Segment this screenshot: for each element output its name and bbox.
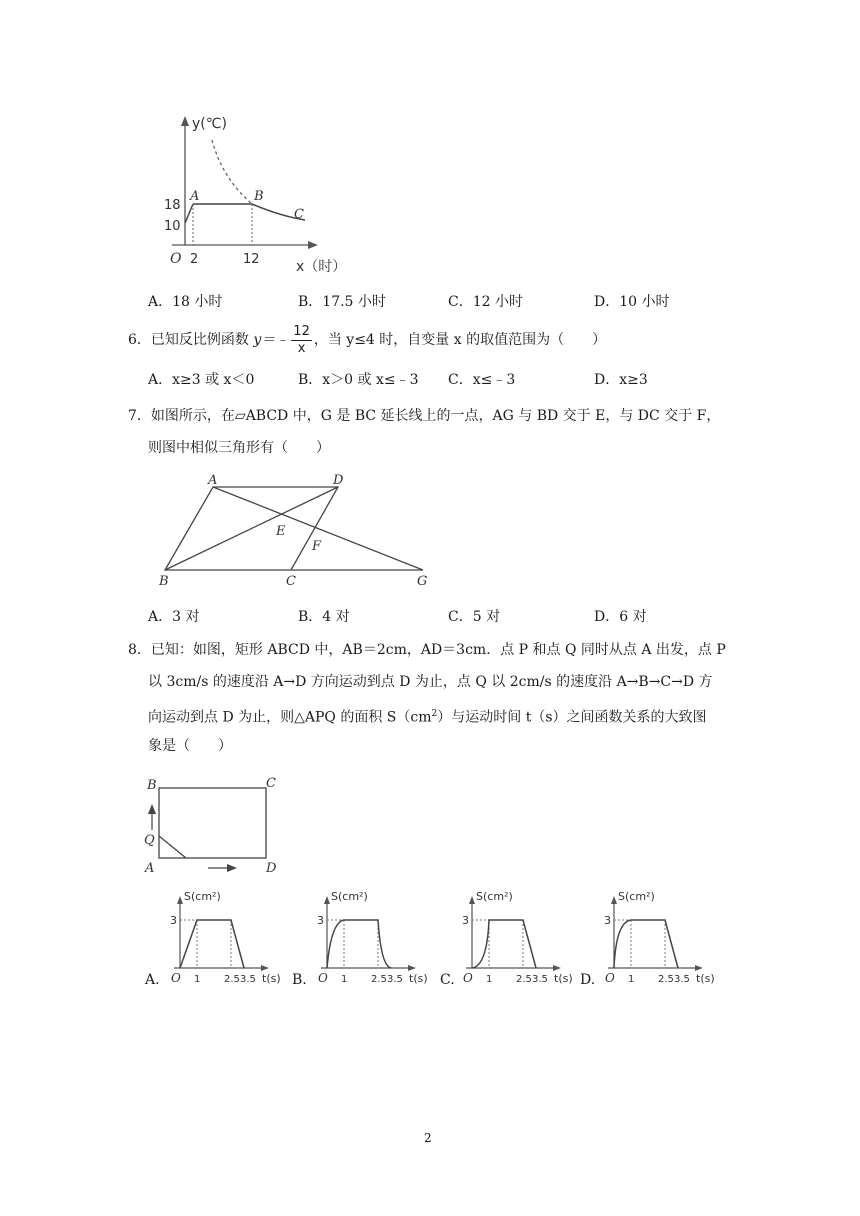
q8-line1: 已知：如图，矩形 ABCD 中，AB＝2cm，AD＝3cm．点 P 和点 Q 同时从点 A 出发，点 P — [150, 642, 726, 658]
q7-stem-line1 — [128, 406, 720, 426]
graph-x-tick-3-5: 3.5 — [674, 974, 690, 985]
q6-text-after: ，当 y≤4 时，自变量 x 的取值范围为（ ） — [313, 332, 607, 348]
graph-x-tick-3-5: 3.5 — [532, 974, 548, 985]
origin: O — [170, 251, 182, 267]
graph-x-tick-1: 1 — [486, 974, 493, 985]
q8-stem-line2: 以 3cm/s 的速度沿 A→D 方向运动到点 D 为止，点 Q 以 2cm/s 的速度沿 A→B→C→D 方 — [148, 674, 713, 690]
area-curve — [472, 920, 536, 968]
graph-s-label: S(cm²) — [331, 890, 368, 903]
q6-option-a: A．x≥3 或 x＜0 — [148, 372, 255, 388]
y-axis-label: y(℃) — [192, 116, 227, 132]
q6-y-eq: y＝﹣ — [253, 332, 290, 348]
graph-s-label: S(cm²) — [184, 890, 221, 903]
q7-option-b: B．4 对 — [298, 609, 350, 625]
graph-x-tick-3-5: 3.5 — [387, 974, 403, 985]
graph-s-label: S(cm²) — [618, 890, 655, 903]
y-axis-arrow-icon — [611, 896, 617, 904]
rect-label-a: A — [145, 861, 155, 876]
q6-text-before: 已知反比例函数 — [150, 332, 254, 348]
q7-option-c: C．5 对 — [448, 609, 501, 625]
x-axis-label: x（时） — [296, 259, 347, 275]
graph-t-label: t(s) — [554, 972, 573, 985]
area-curve — [327, 920, 391, 968]
point-b: B — [254, 189, 264, 204]
graph-s-label: S(cm²) — [476, 890, 513, 903]
graph-t-label: t(s) — [409, 972, 428, 985]
q5-option-b: B．17.5 小时 — [298, 294, 386, 310]
q7-stem-line2: 则图中相似三角形有（ ） — [148, 440, 330, 456]
label-b: B — [159, 574, 169, 589]
q7-number: 7． — [128, 408, 151, 424]
x-tick-12: 12 — [243, 252, 260, 267]
point-c: C — [294, 207, 304, 222]
graph-x-tick-1: 1 — [341, 974, 348, 985]
q6-option-d: D．x≥3 — [594, 372, 648, 388]
graph-x-tick-2-5: 2.5 — [224, 974, 240, 985]
q5-option-c: C．12 小时 — [448, 294, 523, 310]
graph-origin: O — [171, 971, 181, 985]
q8-choice-label-b: B. — [292, 972, 307, 988]
q8-graph-d — [602, 886, 732, 986]
q8-line3-a: 向运动到点 D 为止，则△APQ 的面积 S（cm — [148, 709, 432, 726]
q8-line3-b: ）与运动时间 t（s）之间函数关系的大致图 — [437, 709, 707, 726]
q6-number: 6． — [128, 332, 151, 348]
page-number: 2 — [424, 1131, 432, 1145]
graph-origin: O — [463, 971, 473, 985]
x-tick-2: 2 — [190, 252, 199, 267]
y-tick-18: 18 — [164, 198, 181, 213]
q7-option-a: A．3 对 — [148, 609, 200, 625]
graph-x-tick-1: 1 — [628, 974, 635, 985]
label-e: E — [276, 524, 286, 539]
q8-line3-sup: 2 — [431, 709, 438, 719]
x-axis-arrow-icon — [408, 965, 416, 971]
x-axis-arrow-icon — [553, 965, 561, 971]
y-axis-arrow-icon — [469, 896, 475, 904]
graph-origin: O — [318, 971, 328, 985]
x-axis-arrow-icon — [261, 965, 269, 971]
rect-label-c: C — [266, 776, 276, 791]
label-f: F — [312, 539, 322, 554]
q8-rectangle-figure — [140, 772, 290, 877]
q6-fraction — [291, 324, 312, 357]
q8-stem-line4: 象是（ ） — [148, 738, 232, 754]
graph-t-label: t(s) — [696, 972, 715, 985]
q6-stem — [128, 322, 606, 358]
graph-x-tick-2-5: 2.5 — [371, 974, 387, 985]
q8-choice-label-c: C. — [440, 972, 455, 988]
graph-y-tick-3: 3 — [317, 914, 324, 927]
label-d: D — [333, 473, 344, 488]
q7-parallelogram-figure — [155, 475, 445, 590]
q5-graph — [160, 110, 360, 280]
q8-choice-label-a: A. — [145, 972, 160, 988]
rect-label-q: Q — [144, 833, 155, 848]
graph-y-tick-3: 3 — [604, 914, 611, 927]
q6-option-b: B．x＞0 或 x≤﹣3 — [298, 372, 419, 388]
q8-graph-c — [460, 886, 590, 986]
q8-stem-line3 — [148, 704, 707, 728]
q6-option-c: C．x≤﹣3 — [448, 372, 516, 388]
x-axis-arrow-icon — [695, 965, 703, 971]
q5-option-d: D．10 小时 — [594, 294, 670, 310]
area-curve — [614, 920, 678, 968]
graph-x-tick-1: 1 — [194, 974, 201, 985]
q8-graph-b — [315, 886, 445, 986]
rect-label-d: D — [266, 861, 277, 876]
q6-frac-num: 12 — [293, 323, 310, 339]
q7-option-d: D．6 对 — [594, 609, 647, 625]
q6-frac-den: x — [297, 340, 306, 356]
rect-label-b: B — [147, 778, 157, 793]
y-axis-arrow-icon — [177, 896, 183, 904]
graph-t-label: t(s) — [262, 972, 281, 985]
graph-y-tick-3: 3 — [462, 914, 469, 927]
q8-number: 8． — [128, 642, 151, 658]
label-g: G — [417, 574, 428, 589]
graph-x-tick-2-5: 2.5 — [516, 974, 532, 985]
graph-x-tick-3-5: 3.5 — [240, 974, 256, 985]
y-tick-10: 10 — [164, 219, 181, 234]
q8-stem-line1 — [128, 640, 726, 660]
graph-origin: O — [605, 971, 615, 985]
q8-graph-a — [168, 886, 298, 986]
area-curve — [180, 920, 244, 968]
q5-option-a: A．18 小时 — [148, 294, 223, 310]
graph-y-tick-3: 3 — [170, 914, 177, 927]
y-axis-arrow-icon — [324, 896, 330, 904]
q8-choice-label-d: D. — [580, 972, 596, 988]
label-c: C — [286, 574, 296, 589]
label-a: A — [208, 473, 218, 488]
point-a: A — [190, 189, 200, 204]
graph-x-tick-2-5: 2.5 — [658, 974, 674, 985]
q7-line1: 如图所示，在▱ABCD 中，G 是 BC 延长线上的一点，AG 与 BD 交于 E，与 DC 交于 F， — [150, 408, 721, 424]
